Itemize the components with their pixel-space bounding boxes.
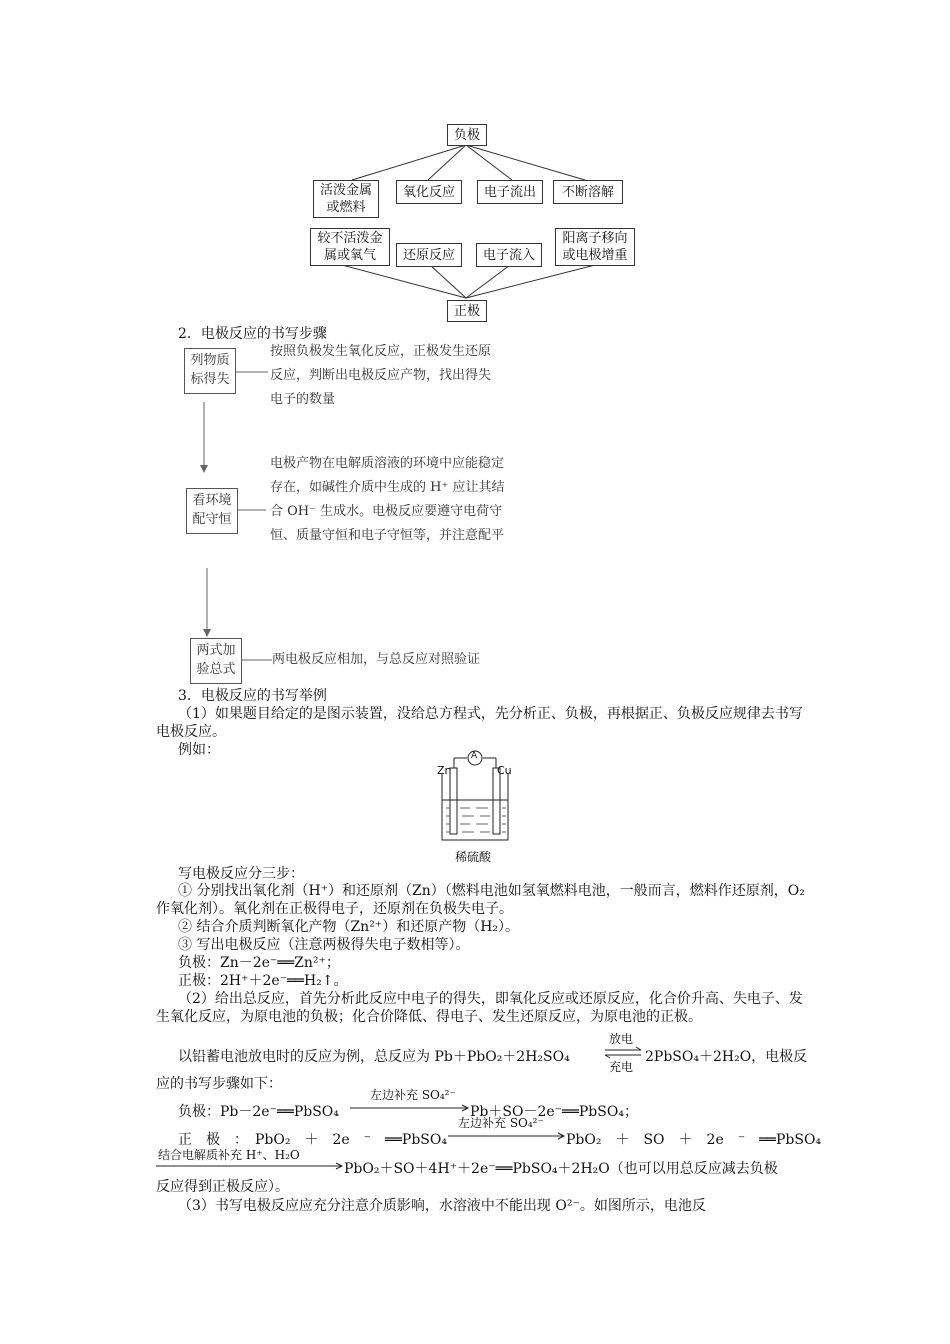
lead-negative-arrow-label: 左边补充 SO₄²⁻: [370, 1088, 456, 1102]
step-three: ③ 写出电极反应（注意两极得失电子数相等）。: [178, 937, 470, 953]
negative-equation: 负极：Zn－2e⁻══Zn²⁺；: [178, 955, 340, 971]
positive-electrode-box: 正极: [447, 300, 487, 322]
step-one: ① 分别找出氧化剂（H⁺）和还原剂（Zn）（燃料电池如氢氧燃料电池，一般而言，燃料作还原剂，O₂作氧化剂）。氧化剂在正极得电子，还原剂在负极失电子。: [156, 883, 805, 917]
lead-negative-arrow: [350, 1104, 470, 1112]
lead-positive-eq-final: PbO₂＋SO＋4H⁺＋2e⁻══PbSO₄＋2H₂O（也可以用总反应减去负极: [344, 1161, 778, 1177]
bottom-box-cation: 阳离子移向或电极增重: [555, 228, 635, 266]
step-two: ② 结合介质判断氧化产物（Zn²⁺）和还原产物（H₂）。: [178, 919, 520, 935]
cu-electrode-label: Cu: [497, 764, 512, 777]
section3-p2: （2）给出总反应，首先分析此反应中电子的得失，即氧化反应或还原反应，化合价升高、失电子、发生氧化反应，为原电池的负极；化合价降低、得电子、发生还原反应，为原电池的正极。: [156, 991, 803, 1025]
lead-negative-eq-right: Pb＋SO－2e⁻══PbSO₄；: [470, 1104, 638, 1120]
step2-label-box: 看环境配守恒: [186, 488, 238, 534]
top-box-electron-out: 电子流出: [477, 180, 543, 204]
lead-positive-eq-left: 正 极 ： PbO₂ ＋ 2e ⁻ ══PbSO₄: [178, 1132, 447, 1148]
negative-electrode-box: 负极: [447, 124, 487, 146]
lead-battery-steps-intro: 应的书写步骤如下：: [156, 1076, 282, 1092]
section3-example: 例如：: [178, 742, 220, 758]
lead-positive-eq-note: 反应得到正极反应）。: [156, 1179, 289, 1195]
discharge-label: 放电: [609, 1032, 634, 1046]
bottom-box-reduction: 还原反应: [396, 243, 462, 267]
lead-positive-eq-right: PbO₂ ＋ SO ＋ 2e ⁻ ══PbSO₄: [566, 1132, 822, 1148]
top-box-active-metal: 活泼金属或燃料: [313, 180, 379, 218]
bottom-box-less-active: 较不活泼金属或氧气: [310, 228, 390, 266]
lead-negative-eq-left: 负极：Pb－2e⁻══PbSO₄: [178, 1104, 339, 1120]
top-box-dissolve: 不断溶解: [553, 180, 623, 204]
step1-label-box: 列物质标得失: [184, 348, 236, 394]
section3-p1: （1）如果题目给定的是图示装置，没给总方程式，先分析正、负极，再根据正、负极反应规律去书写电极反应。: [156, 706, 803, 740]
electrolyte-caption: 稀硫酸: [455, 850, 492, 864]
lead-positive-arrow2: [156, 1162, 344, 1170]
section3-heading: 3．电极反应的书写举例: [178, 688, 327, 704]
step3-label-box: 两式加验总式: [190, 638, 242, 684]
section2-heading: 2．电极反应的书写步骤: [178, 326, 327, 342]
lead-positive-arrow2-label: 结合电解质补充 H⁺、H₂O: [158, 1148, 300, 1162]
lead-positive-arrow-label: 左边补充 SO₄²⁻: [458, 1116, 544, 1130]
step1-text: 按照负极发生氧化反应，正极发生还原反应，判断出电极反应产物，找出得失电子的数量: [270, 344, 492, 407]
charge-label: 充电: [609, 1060, 634, 1074]
zn-electrode-label: Zn: [437, 764, 452, 777]
lead-battery-intro: 以铅蓄电池放电时的反应为例，总反应为 Pb＋PbO₂＋2H₂SO₄: [178, 1049, 570, 1065]
step2-text: 电极产物在电解质溶液的环境中应能稳定存在，如碱性介质中生成的 H⁺ 应让其结合 OH⁻ 生成水。电极反应要遵守电荷守恒、质量守恒和电子守恒等，并注意配平: [270, 456, 505, 543]
top-box-oxidation: 氧化反应: [396, 180, 462, 204]
lead-battery-products: 2PbSO₄＋2H₂O，电极反: [645, 1049, 808, 1065]
section3-p3: （3）书写电极反应应充分注意介质影响，水溶液中不能出现 O²⁻。如图所示，电池反: [178, 1198, 706, 1214]
lead-positive-arrow: [448, 1132, 566, 1140]
positive-equation: 正极：2H⁺＋2e⁻══H₂↑。: [178, 973, 348, 989]
step3-text: 两电极反应相加，与总反应对照验证: [272, 652, 481, 667]
electrode-diagram-lines: [300, 120, 660, 330]
ammeter-label: A: [471, 751, 478, 761]
bottom-box-electron-in: 电子流入: [476, 243, 542, 267]
three-steps-intro: 写电极反应分三步：: [178, 866, 304, 882]
